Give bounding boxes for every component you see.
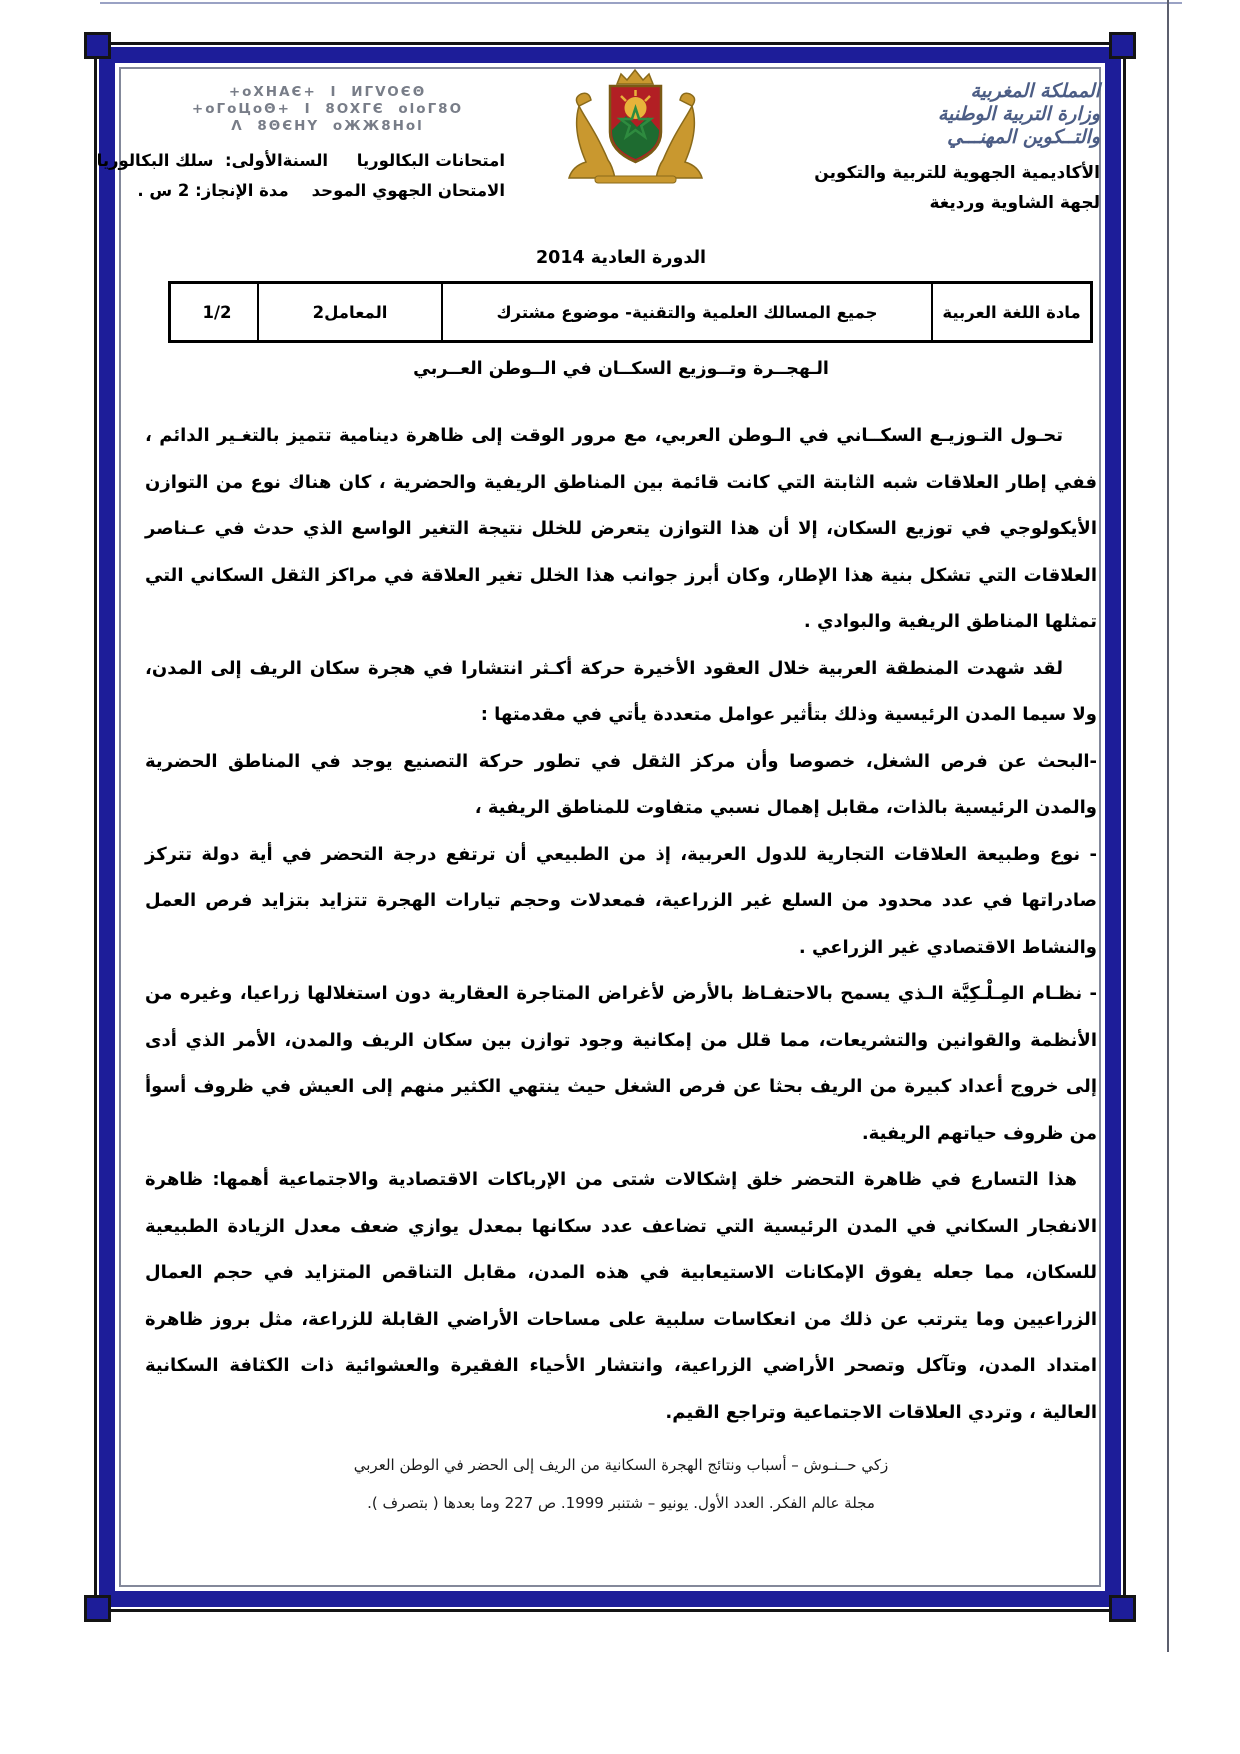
frame-corner-top-right [1109,32,1136,59]
session-title: الدورة العادية 2014 [535,248,707,268]
tifinagh-line-3: Λ 8ΘЄHY oЖЖ8Hol [231,118,424,134]
body-paragraph-1: تحـول التـوزيـع السكــاني في الـوطن العربي، مع مرور الوقت إلى ظاهرة دينامية تتميز بالتغـير الدائم ، ففي إطار العلاقات شبه الثابتة التي كانت قائمة بين المناطق الريفية والحضرية ، كان هناك نوع من التوازن الأيكولوجي في توزيع السكان، إلا أن هذا التوازن يتعرض للخلل نتيجة التغير الواسع الذي حدث في عـناصر العلاقات التي تشكل بنية هذا الإطار، وكان أبرز جوانب هذا الخلل تغير العلاقة في مراكز الثقل السكاني التي تمثلها المناطق الريفية والبوادي . [145,425,1097,632]
tifinagh-line-2: +oΓoЦoΘ+ I 8OXΓЄ oloΓ8O [191,101,464,117]
streams-cell: جميع المسالك العلمية والتقنية- موضوع مشترك [443,284,933,340]
exam-duration-line: الامتحان الجهوي الموحد مدة الإنجاز: 2 س . [137,181,505,200]
frame-corner-bottom-right [1109,1595,1136,1622]
frame-corner-bottom-left [84,1595,111,1622]
tifinagh-line-1: +oXHAЄ+ I ИΓVOЄΘ [228,84,427,100]
exam-info-block [96,146,505,206]
citation-author-line: زكي حــنـوش – أسباب ونتائج الهجرة السكانية من الريف إلى الحضر في الوطن العربي [353,1456,889,1474]
header-right-block [750,80,1100,218]
scan-artifact-top-line [100,2,1182,4]
calligraphy-line-kingdom: المملكة المغربية [970,80,1100,102]
subject-cell: مادة اللغة العربية [942,302,1081,322]
academy-region: لجهة الشاوية ورديغة [929,193,1100,213]
body-paragraph-5: - نظـام المِـلْـكِيَّة الـذي يسمح بالاحتفـاظ بالأرض لأغراض المتاجرة العقارية دون استغلالها زراعيا، وغيره من الأنظمة والقوانين والتشريعات، مما قلل من إمكانية وجود توازن بين سكان الريف والمدن، الأمر الذي أدى إلى خروج أعداد كبيرة من الريف بحثا عن فرص الشغل حيث ينتهي الكثير منهم إلى العيش في ظروف أسوأ من ظروف حياتهم الريفية. [145,983,1097,1144]
page-number-cell: 1/2 [177,284,259,340]
body-paragraph-6: هذا التسارع في ظاهرة التحضر خلق إشكالات شتى من الإرباكات الاقتصادية والاجتماعية أهمها: ظاهرة الانفجار السكاني في المدن الرئيسية التي تضاعف عدد سكانها بمعدل يوازي ضعف معدل الزيادة الطبيعية للسكان، مما جعله يفوق الإمكانات الاستيعابية في هذه المدن، مقابل التناقص المتزايد في حجم العمال الزراعيين وما يترتب عن ذلك من انعكاسات سلبية على مساحات الأراضي القابلة للزراعة، مثل بروز ظاهرة امتداد المدن، وتآكل وتصحر الأراضي الزراعية، وانتشار الأحياء الفقيرة والعشوائية ذات الكثافة السكانية العالية ، وتردي العلاقات الاجتماعية وتراجع القيم. [145,1169,1097,1423]
calligraphy-line-ministry: وزارة التربية الوطنية [937,103,1100,125]
text-passage [145,413,1097,1436]
exam-session-line: امتحانات البكالوريا السنةالأولى: سلك البكالوريا [96,151,505,170]
coat-of-arms-icon [553,66,718,190]
body-paragraph-2: لقد شهدت المنطقة العربية خلال العقود الأخيرة حركة أكـثر انتشارا في هجرة سكان الريف إلى المدن، ولا سيما المدن الرئيسية وذلك بتأثير عوامل متعددة يأتي في مقدمتها : [145,657,1097,725]
calligraphy-line-training: والتــكوين المهنـــي [947,126,1100,148]
body-paragraph-3: -البحث عن فرص الشغل، خصوصا وأن مركز الثقل في تطور حركة التصنيع يوجد في المناطق الحضرية والمدن الرئيسية بالذات، مقابل إهمال نسبي متفاوت للمناطق الريفية ، [145,750,1097,818]
ministry-calligraphy [750,80,1100,149]
exam-info-table [168,281,1093,343]
academy-name: الأكاديمية الجهوية للتربية والتكوين [814,163,1100,183]
header-left-block [96,84,505,206]
frame-corner-top-left [84,32,111,59]
document-title: الـهجــرة وتــوزيع السكــان في الــوطن العــربي [413,359,829,379]
coefficient-value: 2 [312,302,325,322]
coefficient-label: المعامل [324,302,388,322]
document-body [145,248,1097,1522]
body-paragraph-4: - نوع وطبيعة العلاقات التجارية للدول العربية، إذ من الطبيعي أن ترتفع درجة التحضر في أية دولة تتركز صادراتها في عدد محدود من السلع غير الزراعية، فمعدلات وحجم تيارات الهجرة تتزايد بتزايد فرص العمل والنشاط الاقتصادي غير الزراعي . [145,843,1097,958]
citation-source-line: مجلة عالم الفكر. العدد الأول. يونيو – شتنبر 1999. ص 227 وما بعدها ( بتصرف ). [367,1494,875,1512]
tifinagh-text [150,84,505,135]
academy-block [750,158,1100,218]
scan-artifact-right-line [1167,0,1169,1652]
coefficient-cell [259,284,443,340]
source-citation [145,1446,1097,1522]
